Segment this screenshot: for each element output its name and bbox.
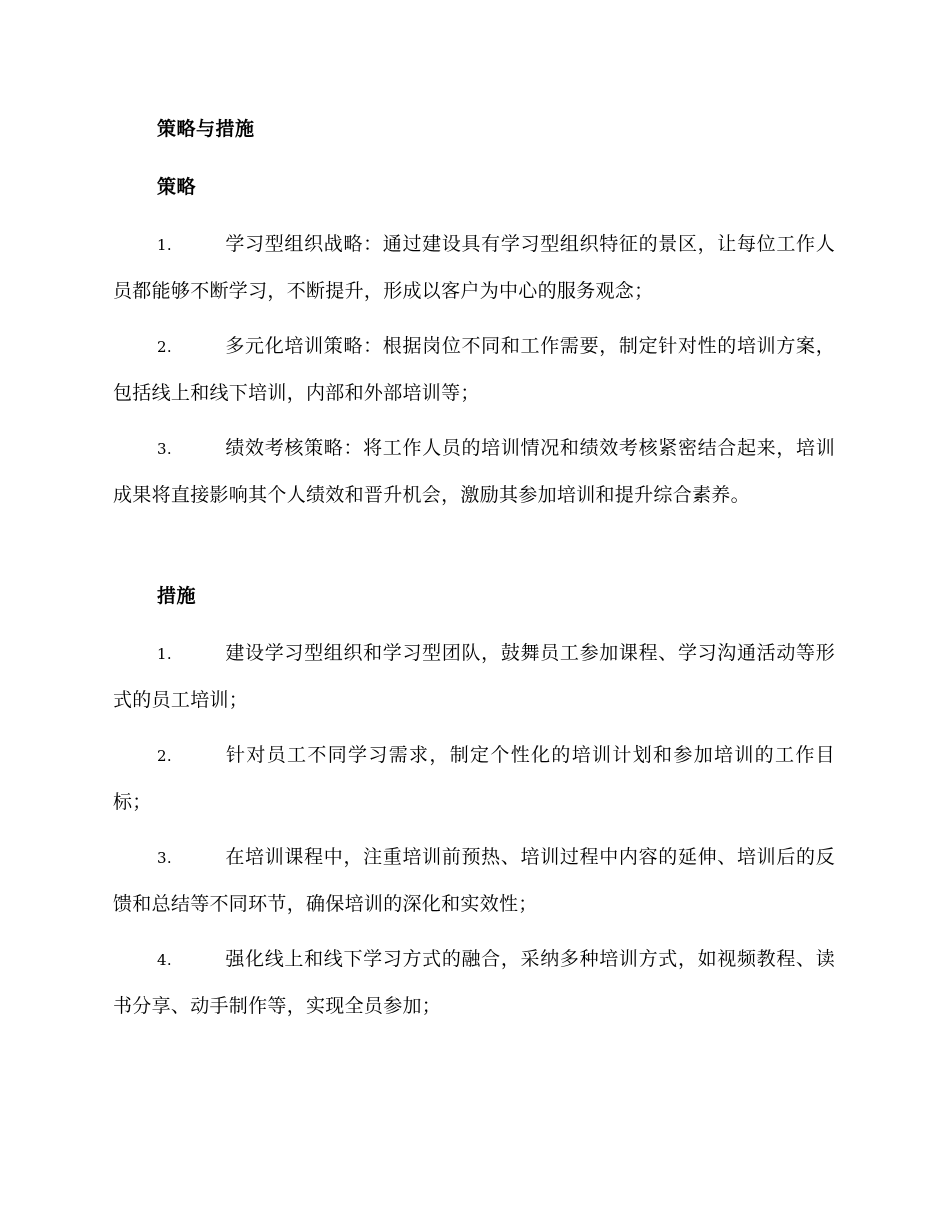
item-number: 3. <box>157 849 172 867</box>
item-number: 1. <box>157 645 172 663</box>
strategy-item <box>113 323 835 416</box>
measure-item <box>113 834 835 927</box>
item-text: 绩效考核策略：将工作人员的培训情况和绩效考核紧密结合起来，培训成果将直接影响其个人绩效和晋升机会，激励其参加培训和提升综合素养。 <box>113 437 835 506</box>
item-text: 针对员工不同学习需求，制定个性化的培训计划和参加培训的工作目标； <box>113 744 835 813</box>
measure-heading: 措施 <box>157 585 197 607</box>
item-text: 在培训课程中，注重培训前预热、培训过程中内容的延伸、培训后的反馈和总结等不同环节，确保培训的深化和实效性； <box>113 846 835 915</box>
item-text: 多元化培训策略：根据岗位不同和工作需要，制定针对性的培训方案，包括线上和线下培训，内部和外部培训等； <box>113 335 835 404</box>
item-number: 3. <box>157 440 172 458</box>
item-number: 2. <box>157 747 172 765</box>
measure-item <box>113 732 835 825</box>
document-title: 策略与措施 <box>157 118 255 140</box>
measure-item <box>113 936 835 1029</box>
item-number: 2. <box>157 338 172 356</box>
item-text: 学习型组织战略：通过建设具有学习型组织特征的景区，让每位工作人员都能够不断学习，不断提升，形成以客户为中心的服务观念； <box>113 233 835 302</box>
measure-item <box>113 630 835 723</box>
item-number: 1. <box>157 236 172 254</box>
strategy-heading: 策略 <box>157 176 197 198</box>
item-number: 4. <box>157 951 172 969</box>
item-text: 强化线上和线下学习方式的融合，采纳多种培训方式，如视频教程、读书分享、动手制作等，实现全员参加； <box>113 948 835 1017</box>
item-text: 建设学习型组织和学习型团队，鼓舞员工参加课程、学习沟通活动等形式的员工培训； <box>113 642 835 711</box>
strategy-item <box>113 425 835 518</box>
strategy-item <box>113 221 835 314</box>
